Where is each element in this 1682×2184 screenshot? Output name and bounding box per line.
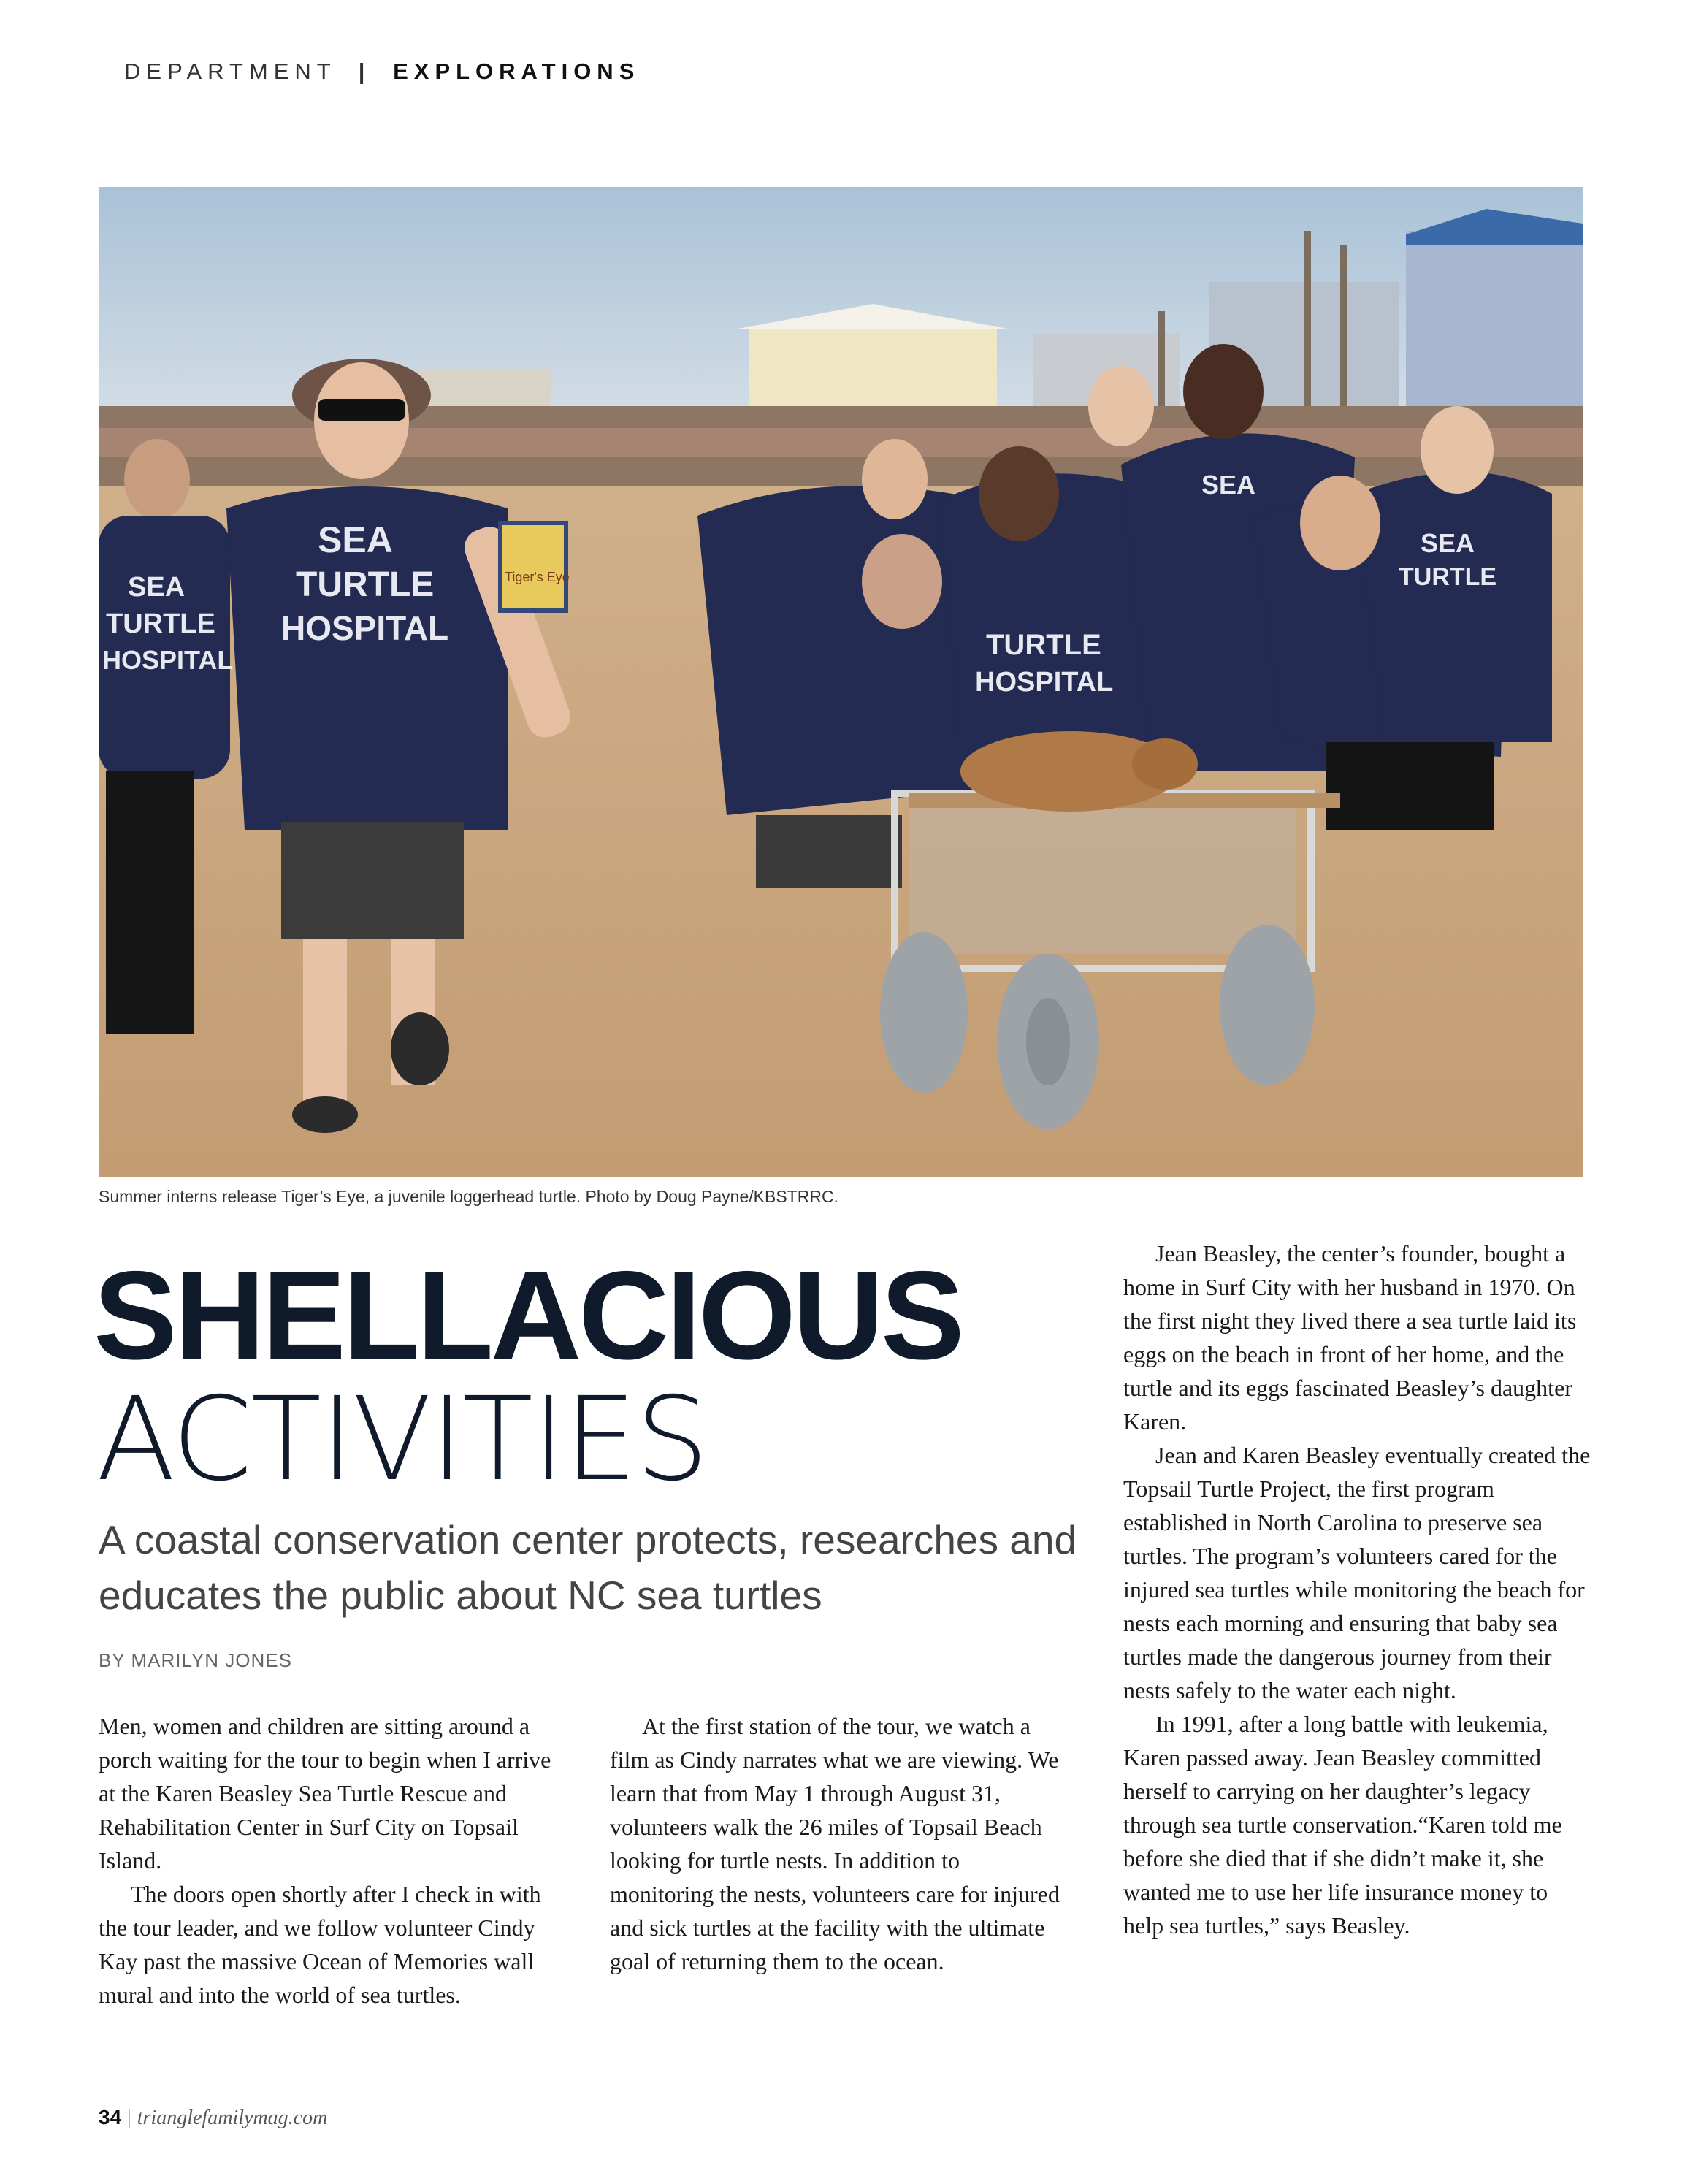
photo-caption: Summer interns release Tiger’s Eye, a juvenile loggerhead turtle. Photo by Doug Payne/KBSTRRC. bbox=[99, 1187, 838, 1206]
svg-text:TURTLE: TURTLE bbox=[1399, 563, 1497, 591]
paragraph: The doors open shortly after I check in with the tour leader, and we follow volunteer Cindy Kay past the massive Ocean of Memories wall mural and into the world of sea turtles. bbox=[99, 1881, 541, 2008]
paragraph: Men, women and children are sitting around a porch waiting for the tour to begin when I arrive at the Karen Beasley Sea Turtle Rescue and Rehabilitation Center in Surf City on Topsail Island. bbox=[99, 1713, 551, 1874]
website-link[interactable]: trianglefamilymag.com bbox=[137, 2107, 328, 2129]
svg-text:HOSPITAL: HOSPITAL bbox=[281, 609, 449, 647]
body-column-3 bbox=[1123, 1237, 1591, 1942]
paragraph: In 1991, after a long battle with leukemia, Karen passed away. Jean Beasley committed herself to carrying on her daughter’s legacy through sea turtle conservation.“Karen told me before she died that if she didn’t make it, she wanted me to use her life insurance money to help sea turtles,” says Beasley. bbox=[1123, 1711, 1562, 1939]
svg-text:HOSPITAL: HOSPITAL bbox=[102, 645, 234, 675]
footer-separator: | bbox=[127, 2107, 131, 2129]
paragraph: Jean Beasley, the center’s founder, bought a home in Surf City with her husband in 1970. On the first night they lived there a sea turtle laid its eggs on the beach in front of her home, and the turtle and its eggs fascinated Beasley’s daughter Karen. bbox=[1123, 1240, 1577, 1435]
beach-scene-illustration bbox=[99, 187, 1583, 1177]
header-separator: | bbox=[358, 58, 371, 84]
body-column-1 bbox=[99, 1709, 551, 2012]
department-header bbox=[124, 58, 640, 85]
svg-text:SEA: SEA bbox=[318, 519, 393, 560]
department-label: DEPARTMENT bbox=[124, 58, 337, 84]
svg-text:SEA: SEA bbox=[128, 572, 186, 603]
hero-photo bbox=[99, 187, 1583, 1177]
headline-bold: SHELLACIOUS bbox=[93, 1245, 962, 1386]
byline: BY MARILYN JONES bbox=[99, 1649, 292, 1671]
svg-text:SEA: SEA bbox=[1421, 528, 1475, 558]
svg-text:TURTLE: TURTLE bbox=[986, 629, 1101, 661]
subheadline: A coastal conservation center protects, researches and educates the public about NC sea turtles bbox=[99, 1517, 1077, 1618]
headline-light: ACTIVITIES bbox=[96, 1372, 708, 1507]
svg-text:SEA: SEA bbox=[1201, 470, 1256, 500]
body-column-2 bbox=[610, 1709, 1066, 1978]
svg-text:TURTLE: TURTLE bbox=[296, 565, 435, 604]
section-label: EXPLORATIONS bbox=[393, 58, 641, 84]
svg-text:HOSPITAL: HOSPITAL bbox=[975, 667, 1114, 698]
svg-text:Tiger's Eye: Tiger's Eye bbox=[505, 570, 570, 584]
paragraph: At the first station of the tour, we watch a film as Cindy narrates what we are viewing. We learn that from May 1 through August 31, volunteers walk the 26 miles of Topsail Beach looking for turtle nests. In addition to monitoring the nests, volunteers care for injured and sick turtles at the facility with the ultimate goal of returning them to the ocean. bbox=[610, 1713, 1060, 1974]
paragraph: Jean and Karen Beasley eventually created the Topsail Turtle Project, the first program established in North Carolina to preserve sea turtles. The program’s volunteers cared for the injured sea turtles while monitoring the beach for nests each morning and ensuring that baby sea turtles made the dangerous journey from their nests safely to the water each night. bbox=[1123, 1442, 1591, 1703]
page-footer bbox=[99, 2106, 327, 2130]
page-number: 34 bbox=[99, 2106, 122, 2128]
svg-text:TURTLE: TURTLE bbox=[106, 608, 215, 639]
